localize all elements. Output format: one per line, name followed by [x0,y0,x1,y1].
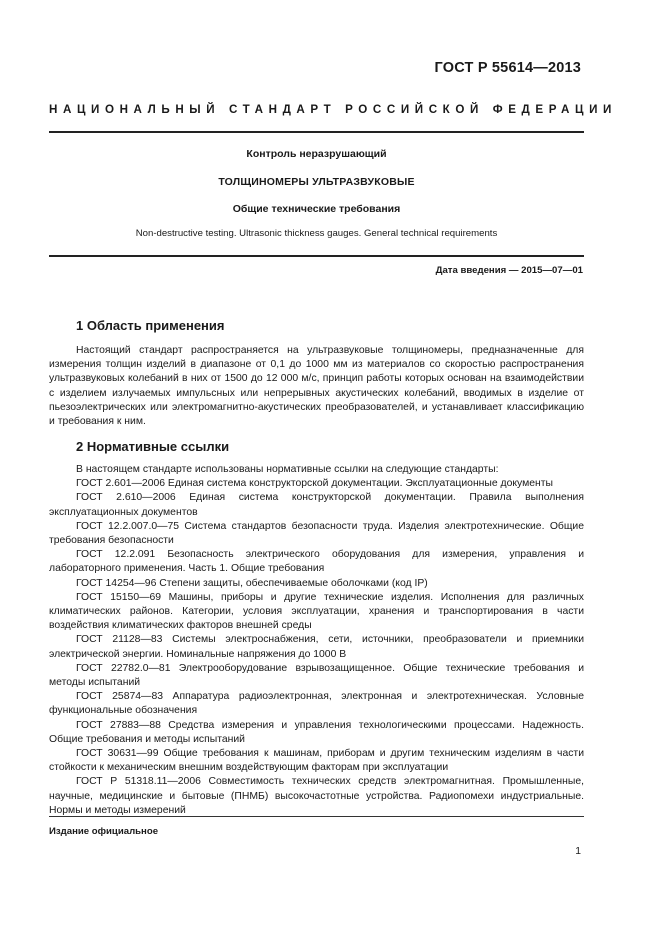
reference-item: ГОСТ 15150—69 Машины, приборы и другие технические изделия. Исполнения для различных климатических районов. Категории, условия эксплуатации, хранения и транспортирования в части воздействия климатических факторов внешней среды [49,591,584,632]
reference-item: ГОСТ 12.2.007.0—75 Система стандартов безопасности труда. Изделия электротехнические. Общие требования безопасности [49,520,584,547]
official-edition-note: Издание официальное [49,826,159,837]
reference-item: ГОСТ 27883—88 Средства измерения и управления технологическими процессами. Надежность. Общие требования и методы испытаний [49,719,584,745]
section-2-heading: 2 Нормативные ссылки [76,439,230,454]
reference-item: ГОСТ 21128—83 Системы электроснабжения, сети, источники, преобразователи и приемники электрической энергии. Номинальные напряжения до 1000 В [49,634,584,660]
paragraph: В настоящем стандарте использованы нормативные ссылки на следующие стандарты: [76,464,499,475]
standard-title: ТОЛЩИНОМЕРЫ УЛЬТРАЗВУКОВЫЕ [218,176,415,188]
reference-item: ГОСТ 30631—99 Общие требования к машинам, приборам и другим техническим изделиям в части стойкости к механическим внешним воздействующим факторам при эксплуатации [49,748,584,774]
standard-subtitle: Общие технические требования [232,203,401,215]
reference-item: ГОСТ 25874—83 Аппаратура радиоэлектронная, электронная и электротехническая. Условные функциональные обозначения [49,691,584,717]
reference-item: ГОСТ 22782.0—81 Электрооборудование взрывозащищенное. Общие технические требования и методы испытаний [49,662,584,689]
paragraph: Настоящий стандарт распространяется на ультразвуковые толщиномеры, предназначенные для измерения толщин изделий в диапазоне от 0,1 до 1000 мм из материалов со скоростью распространения ультразвуковых колебаний в них от 1500 до 12 000 м/с, принцип работы которых основан на взаимодействии с изделием излучаемых импульсных или непрерывных акустических колебаний, вводимых в изделие от пьезоэлектрических или электромагнитно-акустических преобразователей, и устанавливает классификацию и требования к ним. [49,345,584,428]
page-number: 1 [575,846,581,857]
section-2-body [49,463,584,818]
introduction-date: Дата введения — 2015—07—01 [435,265,583,276]
top-divider [49,131,584,133]
reference-item: ГОСТ 12.2.091 Безопасность электрического оборудования для измерения, управления и лабораторного применения. Часть 1. Общие требования [49,549,584,575]
section-1-heading: 1 Область применения [76,318,225,333]
reference-item: ГОСТ 14254—96 Степени защиты, обеспечиваемые оболочками (код IP) [76,577,428,589]
title-divider [49,255,584,257]
reference-item: ГОСТ Р 51318.11—2006 Совместимость технических средств электромагнитная. Промышленные, научные, медицинские и бытовые (ПНМБ) высокочастотные устройства. Радиопомехи индустриальные. Нормы и методы измерений [49,776,584,816]
standard-subject: Контроль неразрушающий [246,148,387,160]
national-standard-title: НАЦИОНАЛЬНЫЙ СТАНДАРТ РОССИЙСКОЙ ФЕДЕРАЦИИ [49,103,617,116]
english-title: Non-destructive testing. Ultrasonic thickness gauges. General technical requirements [135,228,498,239]
reference-item: ГОСТ 2.601—2006 Единая система конструкторской документации. Эксплуатационные документы [76,478,554,490]
reference-item: ГОСТ 2.610—2006 Единая система конструкторской документации. Правила выполнения эксплуатационных документов [49,492,584,518]
section-1-body [49,344,584,429]
document-number: ГОСТ Р 55614—2013 [434,60,581,76]
footer-divider [49,816,584,817]
